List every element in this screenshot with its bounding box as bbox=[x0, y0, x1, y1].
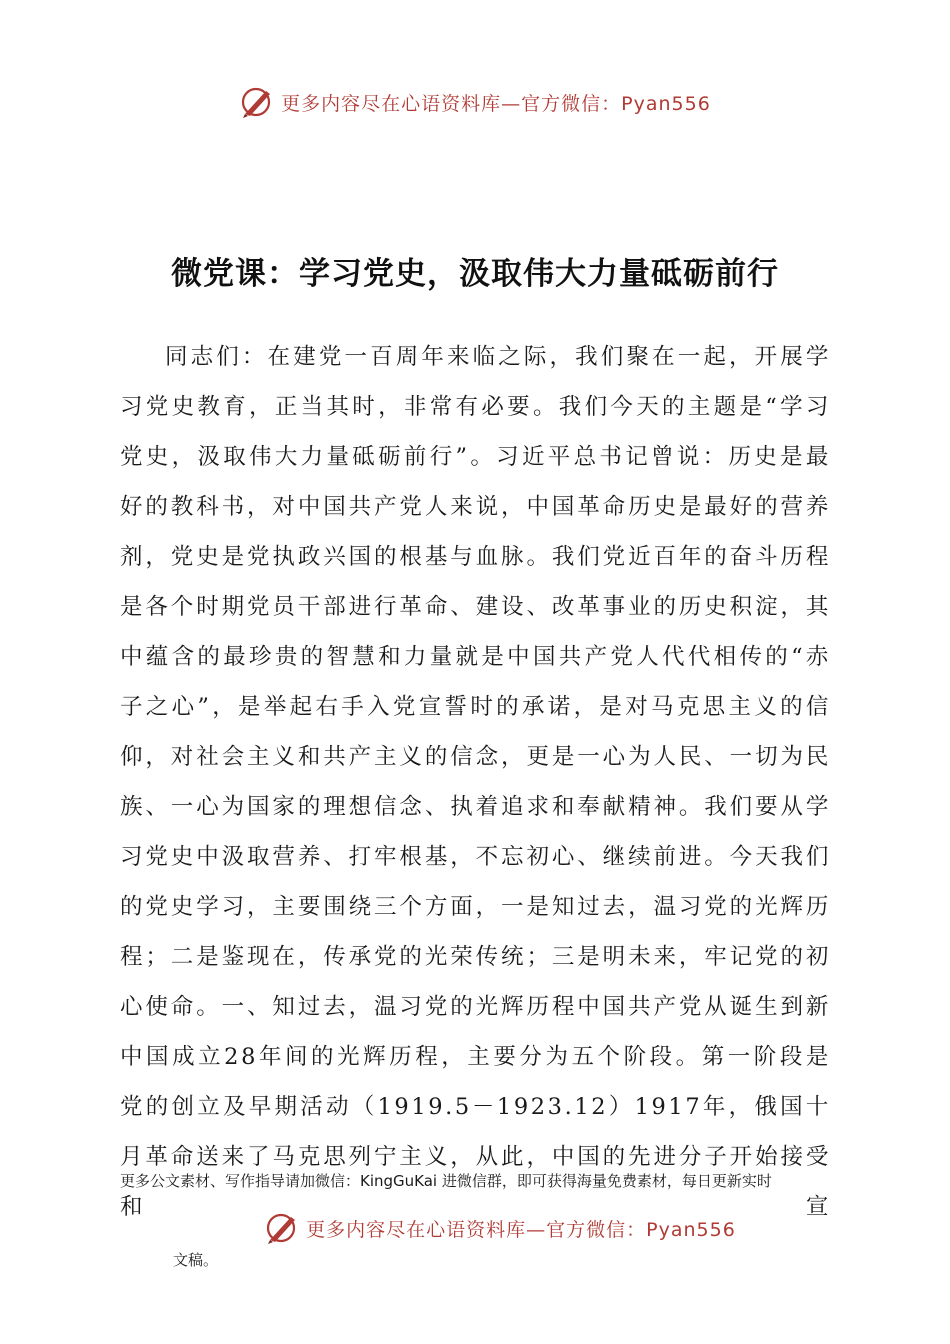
pen-logo-icon bbox=[264, 1210, 300, 1246]
page-title: 微党课：学习党史，汲取伟大力量砥砺前行 bbox=[171, 256, 779, 292]
footer-note-continuation: 文稿。 bbox=[173, 1251, 219, 1269]
footer-banner bbox=[0, 1208, 950, 1248]
footer-wechat-id: Pyan556 bbox=[646, 1218, 736, 1241]
header-wechat-id: Pyan556 bbox=[621, 92, 711, 115]
pen-logo-icon bbox=[239, 84, 275, 120]
footer-banner-text: 更多内容尽在心语资料库—官方微信：Pyan556 bbox=[306, 1218, 736, 1241]
footer-note: 更多公文素材、写作指导请加微信：KingGuKai 进微信群，即可获得海量免费素材，每日更新实时 bbox=[120, 1172, 772, 1190]
header-banner bbox=[0, 82, 950, 122]
body-paragraph: 同志们：在建党一百周年来临之际，我们聚在一起，开展学习党史教育，正当其时，非常有必要。我们今天的主题是“学习党史，汲取伟大力量砥砺前行”。习近平总书记曾说：历史是最好的教科书，对中国共产党人来说，中国革命历史是最好的营养剂，党史是党执政兴国的根基与血脉。我们党近百年的奋斗历程是各个时期党员干部进行革命、建设、改革事业的历史积淀，其中蕴含的最珍贵的智慧和力量就是中国共产党人代代相传的“赤子之心”，是举起右手入党宣誓时的承诺，是对马克思主义的信仰，对社会主义和共产主义的信念，更是一心为人民、一切为民族、一心为国家的理想信念、执着追求和奉献精神。我们要从学习党史中汲取营养、打牢根基，不忘初心、继续前进。今天我们的党史学习，主要围绕三个方面，一是知过去，温习党的光辉历程；二是鉴现在，传承党的光荣传统；三是明未来，牢记党的初心使命。一、知过去，温习党的光辉历程中国共产党从诞生到新中国成立28年间的光辉历程，主要分为五个阶段。第一阶段是党的创立及早期活动（1919.5－1923.12）1917年，俄国十月革命送来了马克思列宁主义，从此，中国的先进分子开始接受和宣 bbox=[120, 344, 831, 1220]
header-banner-text: 更多内容尽在心语资料库—官方微信：Pyan556 bbox=[281, 92, 711, 115]
